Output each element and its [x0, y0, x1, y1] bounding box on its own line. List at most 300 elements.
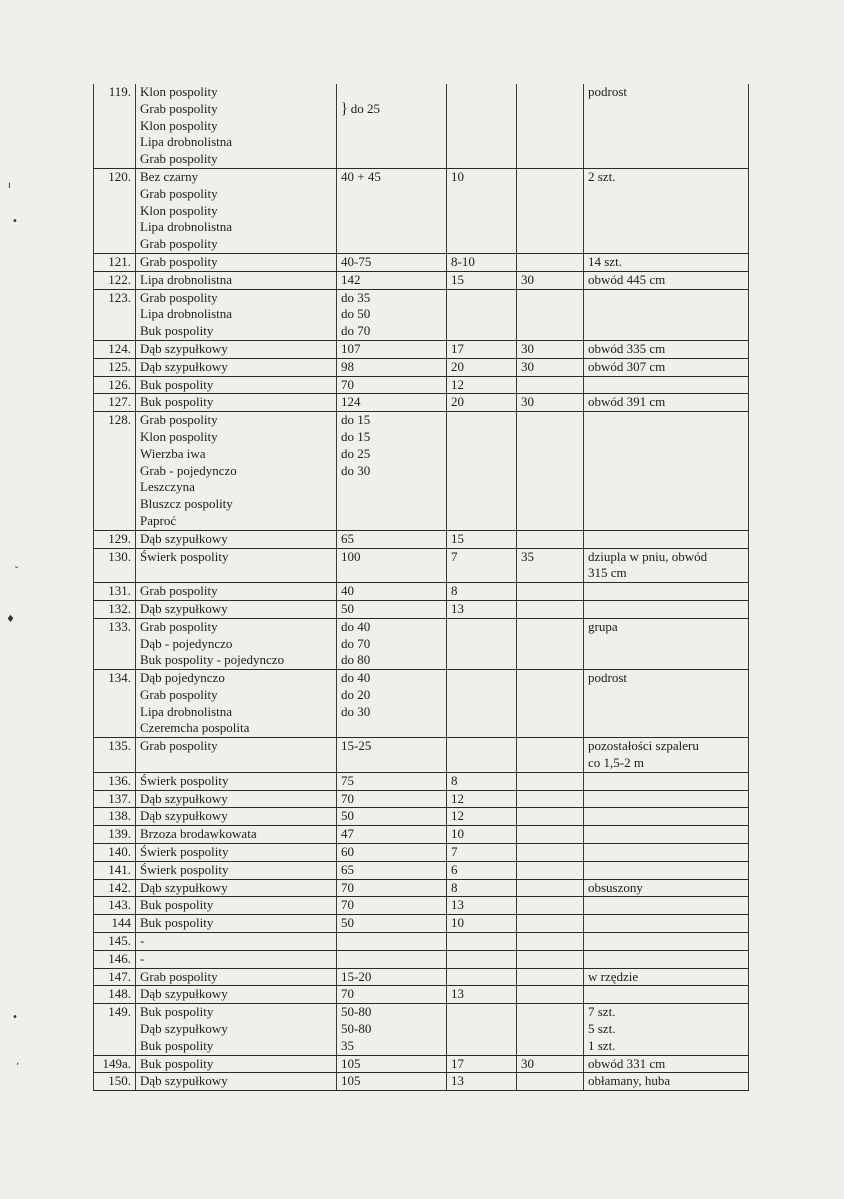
cell-line: Grab pospolity: [140, 151, 218, 167]
table-row: [94, 583, 749, 601]
cell-diameter: [337, 968, 447, 986]
cell-number: 125.: [94, 358, 136, 376]
cell-line: 315 cm: [588, 565, 627, 581]
cell-line: Grab - pojedynczo: [140, 462, 237, 478]
cell-line: 75: [341, 772, 354, 788]
table-row: [94, 915, 749, 933]
cell-line: Buk pospolity: [140, 394, 214, 410]
cell-notes: [584, 412, 749, 531]
cell-notes: [584, 253, 749, 271]
cell-species: [136, 826, 337, 844]
cell-line: 15-20: [341, 968, 372, 984]
cell-line: obwód 335 cm: [588, 340, 666, 356]
cell-height: [447, 530, 517, 548]
cell-line: 47: [341, 826, 354, 842]
cell-number: 130.: [94, 548, 136, 583]
cell-line: [341, 84, 442, 119]
cell-line: Dąb szypułkowy: [140, 1021, 228, 1037]
cell-line: Dąb szypułkowy: [140, 790, 228, 806]
table-row: [94, 670, 749, 738]
cell-height: [447, 84, 517, 168]
cell-line: Dąb szypułkowy: [140, 340, 228, 356]
cell-line: Świerk pospolity: [140, 861, 229, 877]
cell-line: do 15: [341, 428, 371, 444]
cell-line: 8: [451, 772, 458, 788]
cell-line: Grab pospolity: [140, 253, 218, 269]
cell-age: [517, 968, 584, 986]
table-row: [94, 358, 749, 376]
cell-line: 12: [451, 808, 464, 824]
cell-age: [517, 600, 584, 618]
cell-line: Dąb szypułkowy: [140, 879, 228, 895]
cell-notes: [584, 933, 749, 951]
table-row: [94, 826, 749, 844]
cell-height: [447, 950, 517, 968]
cell-species: [136, 986, 337, 1004]
cell-line: Klon pospolity: [140, 117, 218, 133]
cell-line: Czeremcha pospolita: [140, 720, 250, 736]
cell-line: do 70: [341, 635, 371, 651]
cell-line: Klon pospolity: [140, 84, 218, 99]
cell-line: Grab pospolity: [140, 968, 218, 984]
cell-notes: [584, 986, 749, 1004]
cell-line: 35: [341, 1037, 354, 1053]
cell-line: 8: [451, 879, 458, 895]
cell-number: 137.: [94, 790, 136, 808]
cell-line: obwód 391 cm: [588, 394, 666, 410]
cell-height: [447, 289, 517, 340]
cell-diameter: [337, 412, 447, 531]
cell-line: 20: [451, 394, 464, 410]
cell-species: [136, 1004, 337, 1055]
cell-line: Grab pospolity: [140, 236, 218, 252]
cell-line: 13: [451, 897, 464, 913]
cell-line: Buk pospolity: [140, 376, 214, 392]
cell-species: [136, 600, 337, 618]
cell-height: [447, 968, 517, 986]
cell-notes: [584, 861, 749, 879]
cell-number: 139.: [94, 826, 136, 844]
cell-number: 135.: [94, 738, 136, 773]
cell-line: Lipa drobnolistna: [140, 134, 233, 150]
cell-species: [136, 412, 337, 531]
scan-speck: ♦: [6, 614, 15, 625]
table-row: [94, 412, 749, 531]
cell-number: 129.: [94, 530, 136, 548]
cell-line: 2 szt.: [588, 168, 616, 184]
cell-number: 128.: [94, 412, 136, 531]
cell-age: [517, 289, 584, 340]
cell-age: [517, 933, 584, 951]
cell-line: obłamany, huba: [588, 1073, 671, 1089]
cell-height: [447, 808, 517, 826]
cell-species: [136, 844, 337, 862]
cell-line: Paproć: [140, 512, 177, 528]
cell-age: [517, 915, 584, 933]
cell-height: [447, 897, 517, 915]
cell-line: 13: [451, 1073, 464, 1089]
cell-notes: [584, 670, 749, 738]
cell-number: 141.: [94, 861, 136, 879]
cell-line: pozostałości szpaleru: [588, 738, 699, 754]
cell-line: Grab pospolity: [140, 100, 218, 116]
cell-line: obwód 307 cm: [588, 358, 666, 374]
cell-line: 105: [341, 1073, 361, 1089]
cell-species: [136, 861, 337, 879]
table-row: [94, 897, 749, 915]
cell-line: 70: [341, 790, 354, 806]
cell-age: [517, 670, 584, 738]
cell-diameter: [337, 376, 447, 394]
cell-line: do 35: [341, 289, 371, 305]
cell-diameter: [337, 1004, 447, 1055]
cell-line: 7: [451, 844, 458, 860]
cell-species: [136, 808, 337, 826]
cell-line: obwód 331 cm: [588, 1055, 666, 1071]
scan-speck: •: [12, 1012, 18, 1023]
table-row: [94, 289, 749, 340]
cell-line: Klon pospolity: [140, 202, 218, 218]
cell-line: 5 szt.: [588, 1021, 616, 1037]
cell-height: [447, 861, 517, 879]
cell-diameter: [337, 879, 447, 897]
cell-species: [136, 933, 337, 951]
cell-line: 13: [451, 986, 464, 1002]
cell-line: 30: [521, 271, 534, 287]
cell-line: 65: [341, 861, 354, 877]
scan-speck: ʼ: [16, 1062, 20, 1073]
cell-species: [136, 670, 337, 738]
table-row: [94, 738, 749, 773]
cell-diameter: [337, 826, 447, 844]
cell-number: 132.: [94, 600, 136, 618]
cell-number: 144: [94, 915, 136, 933]
cell-line: Grab pospolity: [140, 583, 218, 599]
cell-notes: [584, 790, 749, 808]
cell-number: 131.: [94, 583, 136, 601]
cell-height: [447, 879, 517, 897]
cell-line: 13: [451, 600, 464, 616]
cell-notes: [584, 376, 749, 394]
cell-height: [447, 670, 517, 738]
cell-notes: [584, 879, 749, 897]
cell-age: [517, 1055, 584, 1073]
cell-line: 15: [451, 530, 464, 546]
cell-diameter: [337, 253, 447, 271]
cell-number: 140.: [94, 844, 136, 862]
cell-notes: [584, 394, 749, 412]
cell-height: [447, 986, 517, 1004]
cell-number: 136.: [94, 772, 136, 790]
cell-line: Świerk pospolity: [140, 844, 229, 860]
cell-diameter: [337, 271, 447, 289]
cell-species: [136, 84, 337, 168]
cell-notes: [584, 1004, 749, 1055]
table-row: [94, 168, 749, 253]
cell-line: Grab pospolity: [140, 738, 218, 754]
cell-age: [517, 84, 584, 168]
cell-diameter: [337, 844, 447, 862]
cell-notes: [584, 844, 749, 862]
cell-line: Świerk pospolity: [140, 772, 229, 788]
cell-line: do 25: [341, 445, 371, 461]
cell-diameter: [337, 548, 447, 583]
cell-line: 60: [341, 844, 354, 860]
cell-line: 15-25: [341, 738, 372, 754]
cell-line: 107: [341, 340, 361, 356]
cell-height: [447, 790, 517, 808]
cell-line: Klon pospolity: [140, 428, 218, 444]
cell-notes: [584, 168, 749, 253]
cell-diameter: [337, 986, 447, 1004]
cell-line: -: [140, 950, 145, 966]
cell-line: Lipa drobnolistna: [140, 306, 233, 322]
cell-line: Dąb - pojedynczo: [140, 635, 233, 651]
cell-species: [136, 879, 337, 897]
scan-speck: ı: [8, 180, 11, 191]
cell-line: 12: [451, 376, 464, 392]
cell-line: Świerk pospolity: [140, 548, 229, 564]
cell-line: 6: [451, 861, 458, 877]
cell-height: [447, 253, 517, 271]
cell-line: 20: [451, 358, 464, 374]
cell-line: Dąb szypułkowy: [140, 1073, 228, 1089]
cell-line: 98: [341, 358, 354, 374]
cell-line: 8: [451, 583, 458, 599]
cell-line: 10: [451, 826, 464, 842]
cell-species: [136, 772, 337, 790]
cell-line: podrost: [588, 670, 627, 686]
cell-age: [517, 950, 584, 968]
cell-line: do 80: [341, 652, 371, 668]
cell-line: Grab pospolity: [140, 412, 218, 428]
cell-age: [517, 861, 584, 879]
cell-line: Dąb pojedynczo: [140, 670, 225, 686]
cell-line: 40 + 45: [341, 168, 381, 184]
scan-speck: •: [12, 216, 18, 227]
cell-diameter: [337, 933, 447, 951]
cell-notes: [584, 340, 749, 358]
cell-species: [136, 1055, 337, 1073]
cell-age: [517, 530, 584, 548]
table-row: [94, 394, 749, 412]
cell-age: [517, 897, 584, 915]
cell-line: Lipa drobnolistna: [140, 271, 233, 287]
cell-number: 133.: [94, 618, 136, 669]
cell-age: [517, 879, 584, 897]
cell-age: [517, 790, 584, 808]
cell-age: [517, 844, 584, 862]
cell-notes: [584, 915, 749, 933]
cell-notes: [584, 358, 749, 376]
cell-line: 50-80: [341, 1004, 372, 1020]
cell-line: 35: [521, 548, 534, 564]
cell-diameter: [337, 915, 447, 933]
cell-line: 50: [341, 808, 354, 824]
cell-diameter: [337, 1055, 447, 1073]
table-row: [94, 84, 749, 168]
cell-species: [136, 790, 337, 808]
cell-species: [136, 915, 337, 933]
table-row: [94, 548, 749, 583]
cell-age: [517, 271, 584, 289]
tree-inventory-table: [93, 84, 749, 1091]
cell-height: [447, 168, 517, 253]
cell-age: [517, 548, 584, 583]
cell-height: [447, 340, 517, 358]
cell-line: do 70: [341, 323, 371, 339]
cell-age: [517, 168, 584, 253]
cell-line: dziupla w pniu, obwód: [588, 548, 708, 564]
cell-line: 30: [521, 1055, 534, 1071]
cell-line: 50: [341, 600, 354, 616]
cell-age: [517, 358, 584, 376]
cell-line: Buk pospolity: [140, 323, 214, 339]
cell-line: Lipa drobnolistna: [140, 219, 233, 235]
cell-diameter: [337, 600, 447, 618]
cell-line: Buk pospolity: [140, 1037, 214, 1053]
table-row: [94, 600, 749, 618]
cell-line: 100: [341, 548, 361, 564]
table-row: [94, 879, 749, 897]
cell-line: Buk pospolity: [140, 1004, 214, 1020]
cell-line: Dąb szypułkowy: [140, 986, 228, 1002]
scan-speck: ˇ: [14, 566, 19, 577]
cell-height: [447, 376, 517, 394]
cell-age: [517, 986, 584, 1004]
cell-line: podrost: [588, 84, 627, 99]
cell-age: [517, 808, 584, 826]
cell-line: 70: [341, 897, 354, 913]
cell-height: [447, 412, 517, 531]
cell-number: 149a.: [94, 1055, 136, 1073]
table-row: [94, 986, 749, 1004]
cell-notes: [584, 738, 749, 773]
table-row: [94, 340, 749, 358]
cell-line: 30: [521, 340, 534, 356]
cell-number: 121.: [94, 253, 136, 271]
cell-age: [517, 1073, 584, 1091]
cell-line: do 40: [341, 670, 371, 686]
cell-notes: [584, 772, 749, 790]
cell-age: [517, 340, 584, 358]
cell-diameter: [337, 530, 447, 548]
cell-height: [447, 600, 517, 618]
cell-number: 149.: [94, 1004, 136, 1055]
cell-species: [136, 253, 337, 271]
cell-diameter: [337, 289, 447, 340]
cell-notes: [584, 808, 749, 826]
cell-species: [136, 340, 337, 358]
cell-line: 70: [341, 879, 354, 895]
cell-age: [517, 772, 584, 790]
cell-line: Wierzba iwa: [140, 445, 206, 461]
cell-height: [447, 844, 517, 862]
cell-line: 30: [521, 358, 534, 374]
cell-line: w rzędzie: [588, 968, 639, 984]
cell-line: -: [140, 933, 145, 949]
cell-height: [447, 933, 517, 951]
cell-line: 7 szt.: [588, 1004, 616, 1020]
cell-number: 134.: [94, 670, 136, 738]
cell-notes: [584, 950, 749, 968]
cell-notes: [584, 548, 749, 583]
table-row: [94, 376, 749, 394]
cell-number: 147.: [94, 968, 136, 986]
cell-line: 7: [451, 548, 458, 564]
cell-line: Buk pospolity - pojedynczo: [140, 652, 285, 668]
cell-number: 138.: [94, 808, 136, 826]
cell-species: [136, 394, 337, 412]
cell-height: [447, 738, 517, 773]
cell-notes: [584, 530, 749, 548]
cell-height: [447, 1055, 517, 1073]
cell-line: Dąb szypułkowy: [140, 600, 228, 616]
cell-diameter: [337, 790, 447, 808]
table-row: [94, 530, 749, 548]
cell-species: [136, 968, 337, 986]
cell-text: do 25: [350, 101, 380, 116]
table-row: [94, 933, 749, 951]
cell-diameter: [337, 670, 447, 738]
cell-height: [447, 548, 517, 583]
cell-diameter: [337, 168, 447, 253]
cell-height: [447, 358, 517, 376]
cell-number: 148.: [94, 986, 136, 1004]
table-row: [94, 253, 749, 271]
cell-line: 12: [451, 790, 464, 806]
cell-line: Bez czarny: [140, 168, 199, 184]
cell-diameter: [337, 1073, 447, 1091]
cell-number: 126.: [94, 376, 136, 394]
cell-diameter: [337, 618, 447, 669]
cell-height: [447, 271, 517, 289]
cell-age: [517, 618, 584, 669]
table-row: [94, 950, 749, 968]
cell-number: 120.: [94, 168, 136, 253]
cell-line: Bluszcz pospolity: [140, 496, 233, 512]
cell-line: Leszczyna: [140, 479, 195, 495]
cell-line: obwód 445 cm: [588, 271, 666, 287]
cell-species: [136, 1073, 337, 1091]
cell-diameter: [337, 84, 447, 168]
cell-diameter: [337, 583, 447, 601]
cell-species: [136, 168, 337, 253]
cell-diameter: [337, 897, 447, 915]
table-row: [94, 790, 749, 808]
cell-notes: [584, 897, 749, 915]
cell-diameter: [337, 808, 447, 826]
cell-species: [136, 376, 337, 394]
cell-line: do 50: [341, 306, 371, 322]
cell-age: [517, 826, 584, 844]
cell-species: [136, 897, 337, 915]
cell-number: 142.: [94, 879, 136, 897]
cell-diameter: [337, 358, 447, 376]
cell-age: [517, 738, 584, 773]
cell-diameter: [337, 340, 447, 358]
cell-species: [136, 358, 337, 376]
cell-diameter: [337, 738, 447, 773]
cell-line: 50-80: [341, 1021, 372, 1037]
cell-diameter: [337, 861, 447, 879]
cell-species: [136, 618, 337, 669]
cell-line: do 20: [341, 686, 371, 702]
cell-height: [447, 394, 517, 412]
table-body: [94, 84, 749, 1091]
cell-line: Buk pospolity: [140, 1055, 214, 1071]
cell-age: [517, 394, 584, 412]
